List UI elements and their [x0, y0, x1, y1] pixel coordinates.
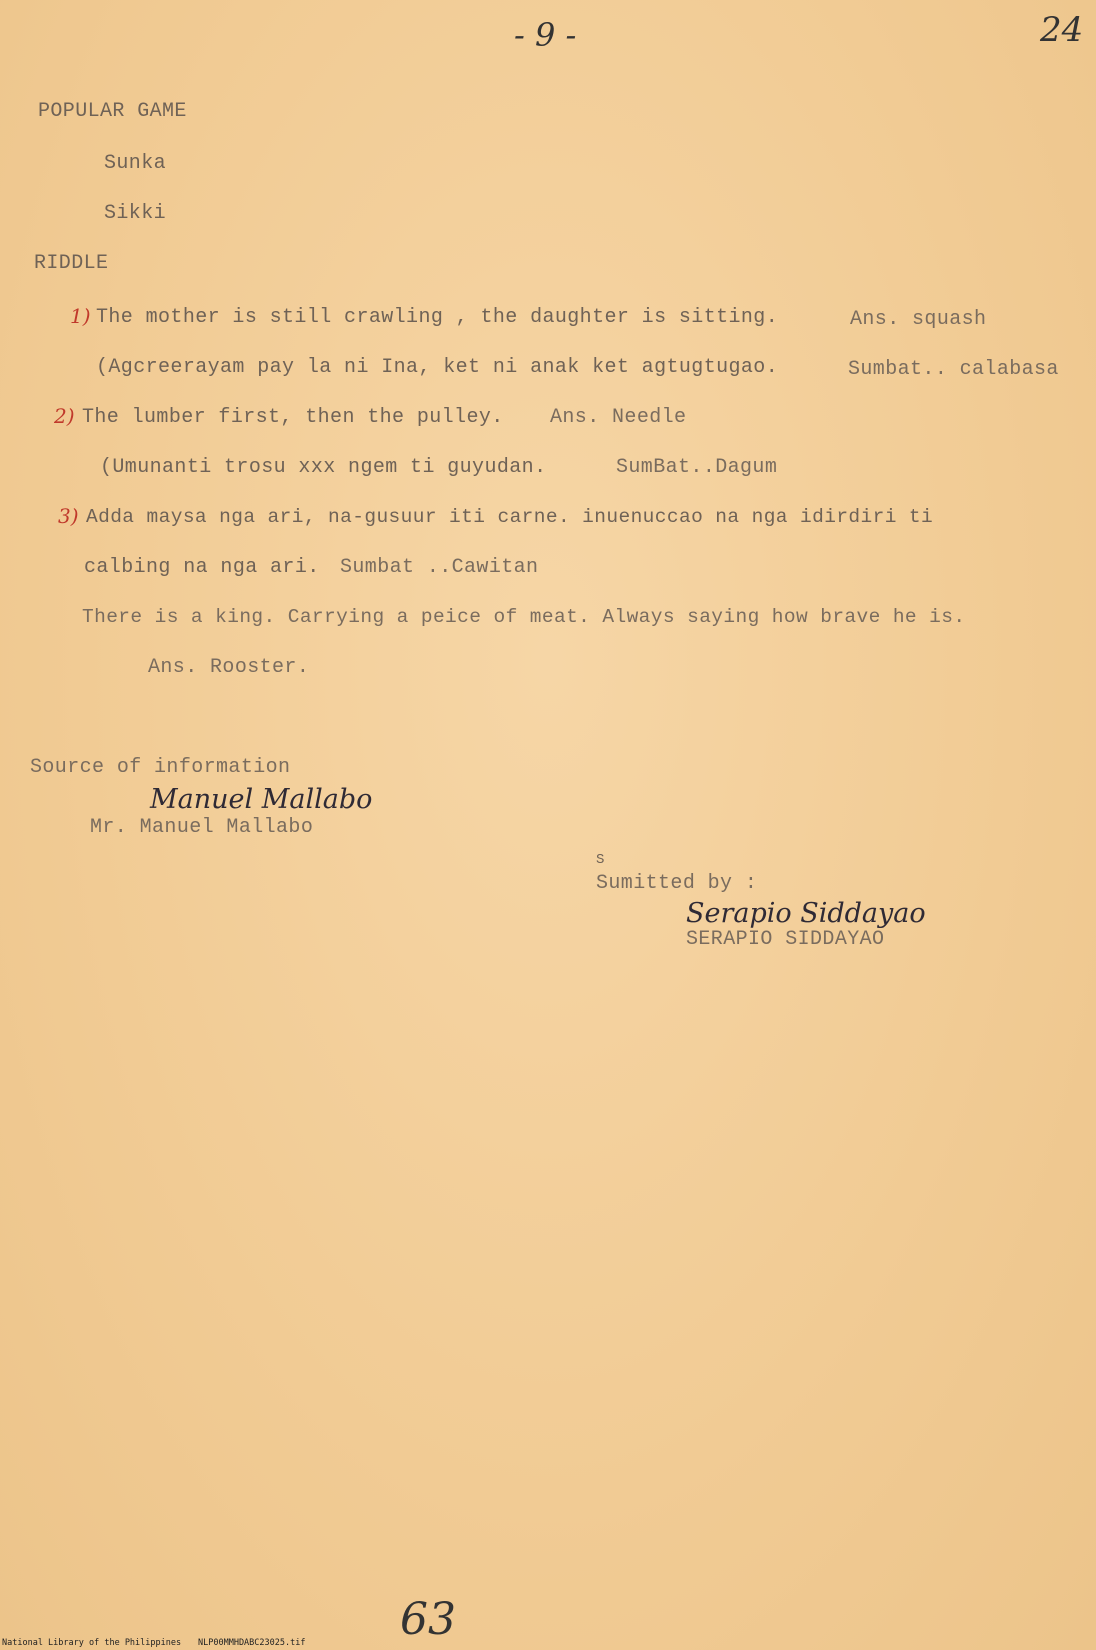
- riddle-native: (Umunanti trosu xxx ngem ti guyudan.: [100, 456, 547, 479]
- riddle-native-answer: Sumbat.. calabasa: [848, 358, 1059, 381]
- bottom-number: 63: [400, 1594, 456, 1645]
- riddle-native-answer: SumBat..Dagum: [616, 456, 778, 479]
- riddle-native-answer: Sumbat ..Cawitan: [340, 556, 539, 579]
- corner-number: 24: [1040, 10, 1084, 50]
- riddle-native: (Agcreerayam pay la ni Ina, ket ni anak ket agtugtugao.: [96, 356, 779, 379]
- riddle-native-line2: calbing na nga ari.: [84, 556, 320, 579]
- riddle-native-line1: Adda maysa nga ari, na-gusuur iti carne. inuenuccao na nga idirdiri ti: [86, 506, 934, 528]
- game-item: Sunka: [104, 152, 167, 175]
- source-name: Mr. Manuel Mallabo: [90, 816, 314, 839]
- riddle-english: There is a king. Carrying a peice of meat. Always saying how brave he is.: [82, 606, 966, 628]
- submitted-label: Sumitted by :: [596, 872, 758, 895]
- riddle-english: The mother is still crawling , the daughter is sitting.: [96, 306, 779, 329]
- riddle-english: The lumber first, then the pulley.: [82, 406, 504, 429]
- riddle-marker: 1): [70, 304, 91, 328]
- riddle-answer: Ans. Needle: [550, 406, 687, 429]
- riddle-answer: Ans. Rooster.: [148, 656, 310, 679]
- submitted-name: SERAPIO SIDDAYAO: [686, 928, 885, 951]
- riddle-answer: Ans. squash: [850, 308, 987, 331]
- source-label: Source of information: [30, 756, 291, 779]
- submitted-signature: Serapio Siddayao: [686, 898, 926, 929]
- footer-library: National Library of the Philippines: [2, 1638, 182, 1648]
- page-number: - 9 -: [514, 16, 577, 54]
- footer-file: NLP00MMHDABC23025.tif: [198, 1638, 306, 1648]
- riddle-marker: 3): [58, 504, 79, 528]
- source-signature: Manuel Mallabo: [150, 784, 373, 815]
- submitted-correction-mark: S: [596, 852, 605, 868]
- riddle-marker: 2): [54, 404, 75, 428]
- riddle-heading: RIDDLE: [34, 252, 109, 275]
- game-item: Sikki: [104, 202, 167, 225]
- popular-game-heading: POPULAR GAME: [38, 100, 187, 123]
